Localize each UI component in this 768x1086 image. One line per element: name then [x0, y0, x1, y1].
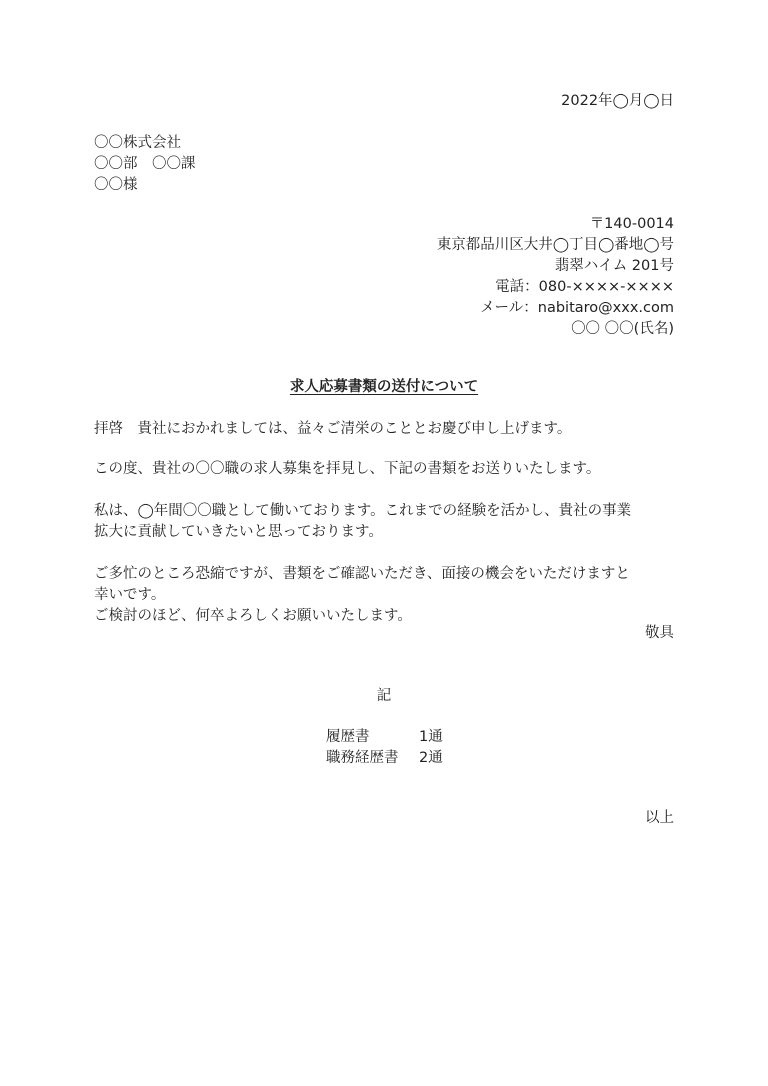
enclosure-list — [326, 727, 526, 769]
paragraph-3-line-2: 幸いです。 — [94, 587, 166, 603]
paragraph-2-line-2: 拡大に貢献していきたいと思っております。 — [94, 524, 383, 540]
sender-address: 東京都品川区大井◯丁目◯番地◯号 — [436, 237, 674, 253]
body-paragraph-1 — [94, 459, 674, 480]
end-text: 以上 — [645, 810, 674, 826]
ki-heading — [94, 686, 674, 707]
sender-email: メール：nabitaro@xxx.com — [480, 300, 674, 316]
enclosure-name: 履歴書 — [326, 729, 370, 745]
letter-date — [94, 91, 674, 112]
letter-title: 求人応募書類の送付について — [289, 379, 479, 395]
recipient-department: 〇〇部 〇〇課 — [94, 156, 196, 172]
greeting-text: 拝啓 貴社におかれましては、益々ご清栄のこととお慶び申し上げます。 — [94, 421, 572, 437]
enclosure-name: 職務経歴書 — [326, 750, 399, 766]
sender-phone: 電話：080-××××-×××× — [495, 279, 674, 295]
ki-text: 記 — [376, 688, 392, 704]
sender-block — [94, 214, 674, 340]
sender-name: 〇〇 〇〇(氏名) — [571, 321, 674, 337]
paragraph-2-line-1: 私は、◯年間〇〇職として働いております。これまでの経験を活かし、貴社の事業 — [94, 503, 632, 519]
paragraph-3-line-3: ご検討のほど、何卒よろしくお願いいたします。 — [94, 608, 412, 624]
enclosure-item — [326, 727, 526, 748]
recipient-person: 〇〇様 — [94, 177, 138, 193]
closing-text: 敬具 — [645, 625, 674, 641]
paragraph-1-text: この度、貴社の〇〇職の求人募集を拝見し、下記の書類をお送りいたします。 — [94, 461, 601, 477]
enclosure-count: 2通 — [419, 750, 443, 766]
closing-word — [94, 623, 674, 644]
greeting-paragraph — [94, 419, 674, 440]
body-paragraph-2 — [94, 501, 674, 543]
date-text: 2022年◯月◯日 — [561, 93, 674, 109]
enclosure-count: 1通 — [419, 729, 443, 745]
sender-postal: 〒140-0014 — [589, 216, 674, 232]
sender-building: 翡翠ハイム 201号 — [554, 258, 674, 274]
body-paragraph-3 — [94, 564, 674, 627]
enclosure-item — [326, 748, 526, 769]
end-mark — [94, 808, 674, 829]
paragraph-3-line-1: ご多忙のところ恐縮ですが、書類をご確認いただき、面接の機会をいただけますと — [94, 566, 630, 582]
recipient-company: 〇〇株式会社 — [94, 135, 181, 151]
recipient-block — [94, 133, 674, 196]
